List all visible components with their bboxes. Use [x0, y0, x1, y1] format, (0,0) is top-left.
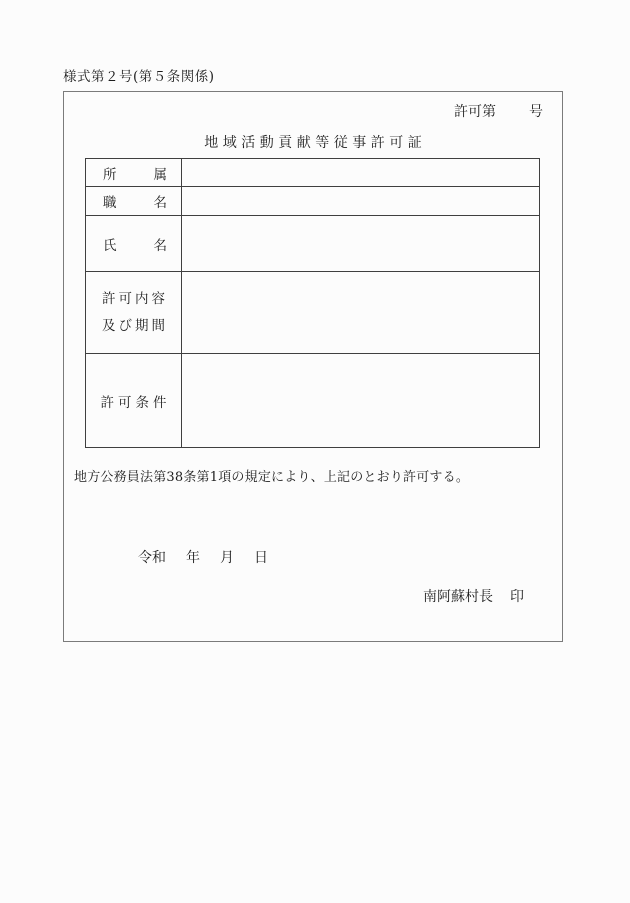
legal-statement: 地方公務員法第38条第1項の規定により、上記のとおり許可する。: [74, 470, 470, 485]
certificate-table: [85, 158, 540, 448]
label-line-1: 許可内容: [102, 290, 168, 307]
row-value-position: [182, 187, 539, 215]
row-label-permit-details: [86, 272, 182, 353]
label-line-2: 及び期間: [102, 317, 168, 334]
permit-number-suffix: 号: [529, 104, 543, 120]
date-line: [138, 547, 268, 567]
label-char-last: 名: [153, 195, 167, 211]
row-label-position: [86, 187, 182, 215]
table-row-permit-details: [86, 272, 539, 354]
signer-title: 南阿蘇村長: [423, 589, 493, 605]
label-char-last: 名: [153, 237, 167, 254]
signature-line: [423, 586, 524, 606]
month-label: 月: [220, 550, 234, 566]
permit-number-prefix: 許可第: [454, 104, 496, 120]
row-label-name: [86, 216, 182, 271]
table-row-permit-conditions: [86, 354, 539, 447]
row-label-permit-conditions: [86, 354, 182, 447]
label-char-last: 属: [153, 166, 167, 183]
seal-placeholder: 印: [510, 589, 524, 605]
permit-number-line: [454, 101, 543, 121]
label-char-first: 所: [103, 166, 117, 183]
certificate-frame: [63, 91, 563, 642]
row-value-permit-conditions: [182, 354, 539, 447]
certificate-title: 地域活動貢献等従事許可証: [204, 135, 427, 151]
table-row-affiliation: [86, 159, 539, 187]
label-char-first: 氏: [103, 237, 117, 254]
table-row-name: [86, 216, 539, 272]
form-number-label: 様式第２号(第５条関係): [63, 69, 215, 85]
row-value-name: [182, 216, 539, 271]
row-label-affiliation: [86, 159, 182, 186]
table-row-position: [86, 187, 539, 216]
era-label: 令和: [138, 550, 166, 566]
label-char-first: 職: [103, 195, 117, 211]
row-value-permit-details: [182, 272, 539, 353]
row-value-affiliation: [182, 159, 539, 186]
day-label: 日: [254, 550, 268, 566]
year-label: 年: [186, 550, 200, 566]
label-text: 許可条件: [100, 394, 171, 411]
